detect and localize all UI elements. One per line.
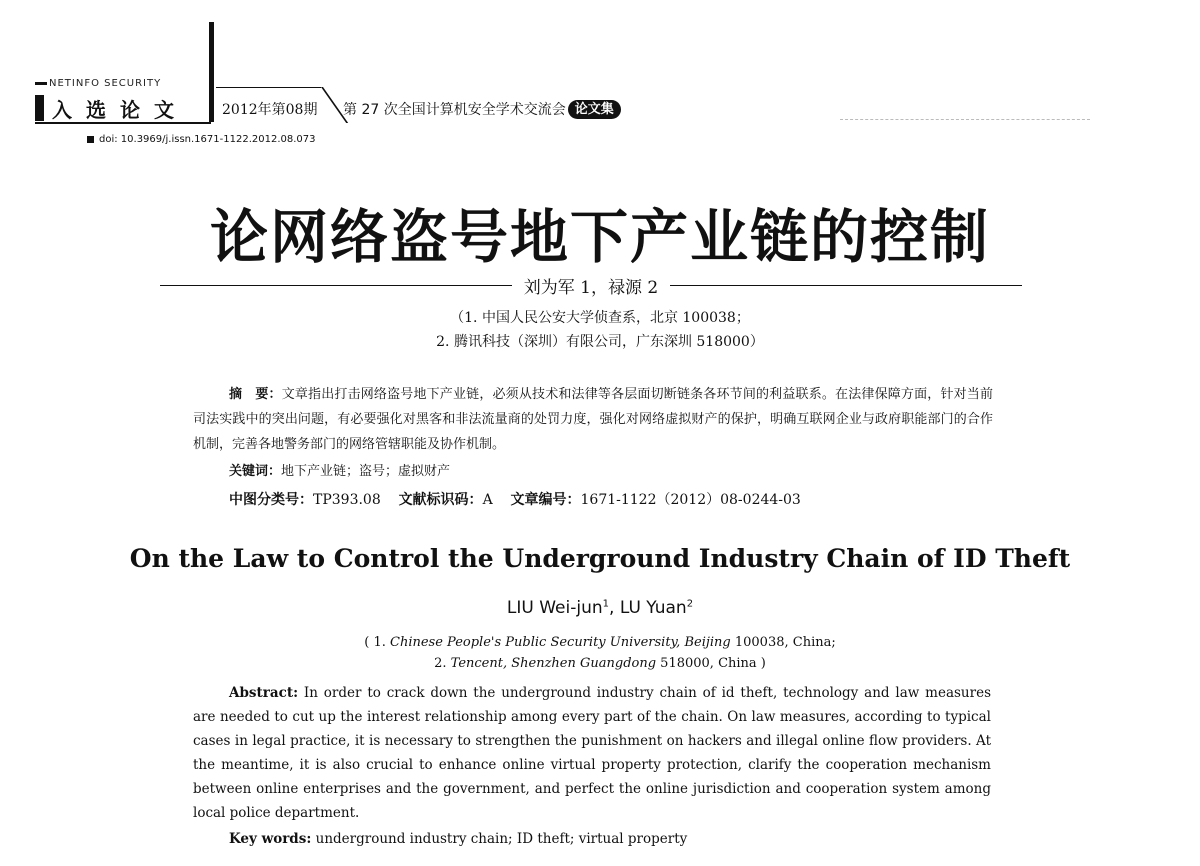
- doc-code-value: A: [482, 492, 493, 508]
- author1-sup: 1: [602, 598, 610, 610]
- conference-badge: 论文集: [568, 100, 621, 119]
- journal-series-text: NETINFO SECURITY: [35, 78, 161, 89]
- section-label-text: 入选论文: [52, 97, 188, 122]
- clc-label: 中图分类号：: [229, 492, 313, 508]
- authors-en: LIU Wei-jun$^1$, LU Yuan$^2$: [506, 598, 694, 618]
- authors-right-rule: [670, 285, 1022, 286]
- affiliation-cn-1: （1. 中国人民公安大学侦查系，北京 100038；: [450, 310, 750, 326]
- conference-label: [343, 99, 621, 119]
- keywords-cn: [229, 460, 450, 479]
- keywords-en-label: Key words:: [229, 831, 312, 847]
- abstract-en-text: In order to crack down the underground industry chain of id theft, technology and law measures are needed to cut up the interest relationship among every part of the chain. On law measures, according to typical cases in legal practice, it is necessary to strengthen the punishment on hackers and illegal online flow providers. At the meantime, it is also crucial to enhance online virtual property protection, clarify the cooperation mechanism between online enterprises and the government, and perfect the online jurisdiction and cooperation system among local police department.: [193, 685, 991, 821]
- header-dashed-rule: [840, 119, 1090, 120]
- paper-title-en: On the Law to Control the Underground Industry Chain of ID Theft: [129, 544, 1071, 573]
- series-mark-icon: [35, 82, 47, 85]
- section-label: [35, 95, 188, 121]
- article-no-value: 1671-1122（2012）08-0244-03: [580, 492, 801, 508]
- authors-cn: 刘为军 1，禄源 2: [523, 277, 659, 298]
- doc-code-label: 文献标识码：: [398, 492, 483, 508]
- clc-value: TP393.08: [313, 492, 381, 508]
- keywords-cn-label: 关键词：: [229, 464, 282, 479]
- author1-en: LIU Wei-jun: [506, 598, 603, 618]
- header-vertical-rule: [209, 22, 214, 122]
- authors-left-rule: [160, 285, 512, 286]
- abstract-cn: [193, 382, 993, 457]
- issue-label: 2012年第08期: [222, 102, 318, 118]
- authors-cn-row: [160, 273, 1022, 297]
- affiliation-cn-2: 2. 腾讯科技（深圳）有限公司，广东深圳 518000）: [436, 334, 764, 350]
- conference-text: 第 27 次全国计算机安全学术交流会: [343, 102, 566, 118]
- header-top-rule: [216, 87, 321, 88]
- author2-en: LU Yuan: [619, 598, 687, 618]
- doi-text: doi: 10.3969/j.issn.1671-1122.2012.08.073: [99, 134, 316, 145]
- abstract-en: [193, 681, 991, 825]
- section-underline: [35, 122, 211, 124]
- doi-square-icon: [87, 136, 94, 143]
- author2-sup: 2: [686, 598, 694, 610]
- abstract-en-label: Abstract:: [229, 685, 299, 701]
- doi-line: [87, 134, 316, 145]
- abstract-cn-text: 文章指出打击网络盗号地下产业链，必须从技术和法律等各层面切断链条各环节间的利益联系。在法律保障方面，针对当前司法实践中的突出问题，有必要强化对黑客和非法流量商的处罚力度，强化对网络虚拟财产的保护，明确互联网企业与政府职能部门的合作机制，完善各地警务部门的网络管辖职能及协作机制。: [193, 387, 993, 452]
- article-no-label: 文章编号：: [510, 492, 581, 508]
- affiliation-en-2: 2. Tencent, Shenzhen Guangdong 518000, China ): [434, 656, 766, 671]
- keywords-cn-text: 地下产业链；盗号；虚拟财产: [281, 464, 451, 479]
- affiliation-en-1: ( 1. Chinese People's Public Security University, Beijing 100038, China;: [364, 635, 836, 650]
- classification-line: [229, 489, 801, 509]
- section-block-icon: [35, 95, 44, 121]
- abstract-cn-label: 摘 要：: [229, 387, 282, 402]
- keywords-en-text: underground industry chain; ID theft; virtual property: [315, 831, 688, 847]
- paper-title-cn: 论网络盗号地下产业链的控制: [209, 203, 990, 271]
- keywords-en: [229, 831, 687, 847]
